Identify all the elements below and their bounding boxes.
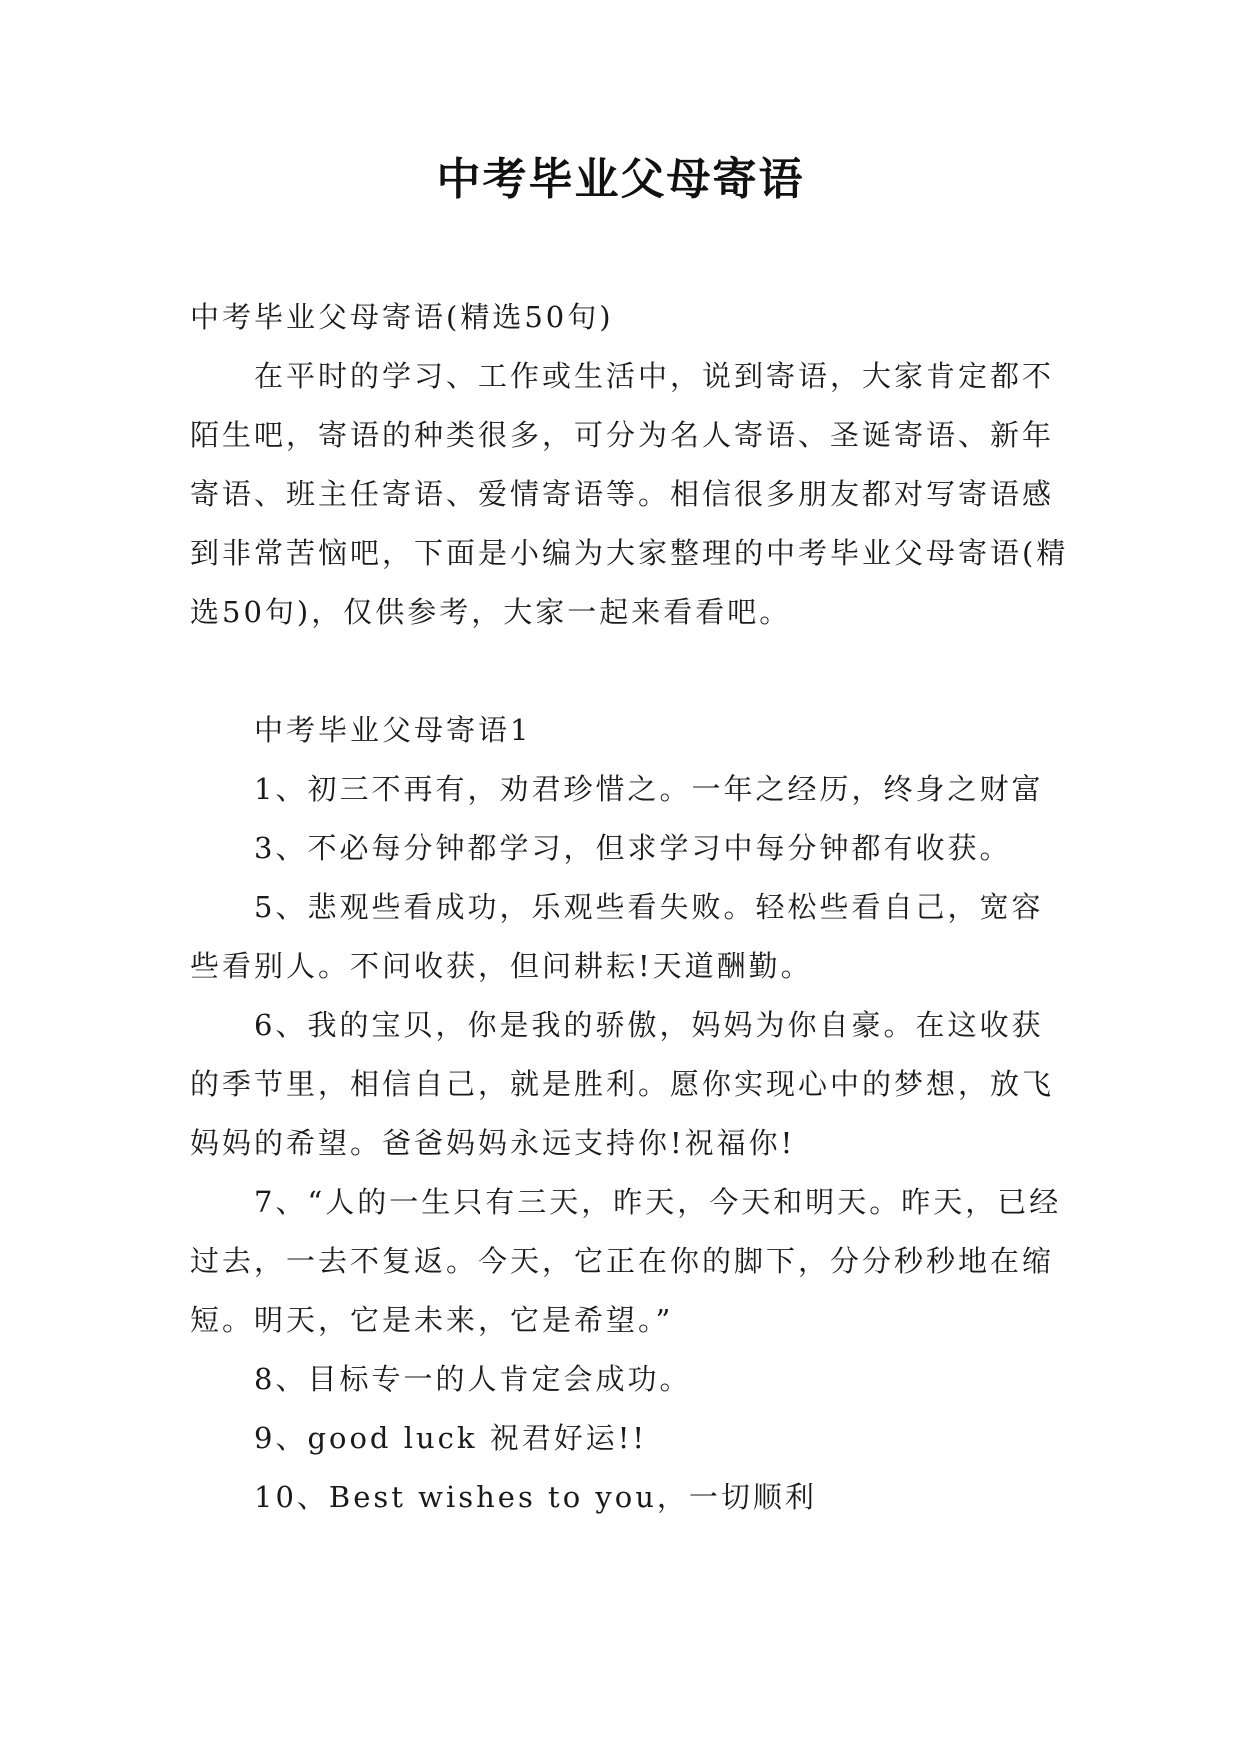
section-heading: 中考毕业父母寄语1	[254, 713, 532, 747]
list-item: 10、Best wishes to you，一切顺利	[254, 1480, 817, 1514]
list-item: 3、不必每分钟都学习，但求学习中每分钟都有收获。	[254, 831, 1012, 865]
list-item: 1、初三不再有，劝君珍惜之。一年之经历，终身之财富	[254, 772, 1044, 806]
document-body	[190, 288, 1070, 1527]
list-item: 8、目标专一的人肯定会成功。	[254, 1362, 692, 1396]
intro-paragraph: 在平时的学习、工作或生活中，说到寄语，大家肯定都不陌生吧，寄语的种类很多，可分为名人寄语、圣诞寄语、新年寄语、班主任寄语、爱情寄语等。相信很多朋友都对写寄语感到非常苦恼吧，下面是小编为大家整理的中考毕业父母寄语(精选50句)，仅供参考，大家一起来看看吧。	[190, 359, 1069, 629]
list-item: 6、我的宝贝，你是我的骄傲，妈妈为你自豪。在这收获的季节里，相信自己，就是胜利。愿你实现心中的梦想，放飞妈妈的希望。爸爸妈妈永远支持你!祝福你!	[190, 1008, 1055, 1160]
list-item: 5、悲观些看成功，乐观些看失败。轻松些看自己，宽容些看别人。不问收获，但问耕耘!天道酬勤。	[190, 890, 1044, 983]
document-title: 中考毕业父母寄语	[436, 154, 805, 205]
document-subtitle: 中考毕业父母寄语(精选50句)	[190, 300, 614, 334]
list-item: 7、“人的一生只有三天，昨天，今天和明天。昨天，已经过去，一去不复返。今天，它正在你的脚下，分分秒秒地在缩短。明天，它是未来，它是希望。”	[190, 1185, 1062, 1337]
list-item: 9、good luck 祝君好运!!	[254, 1421, 648, 1455]
